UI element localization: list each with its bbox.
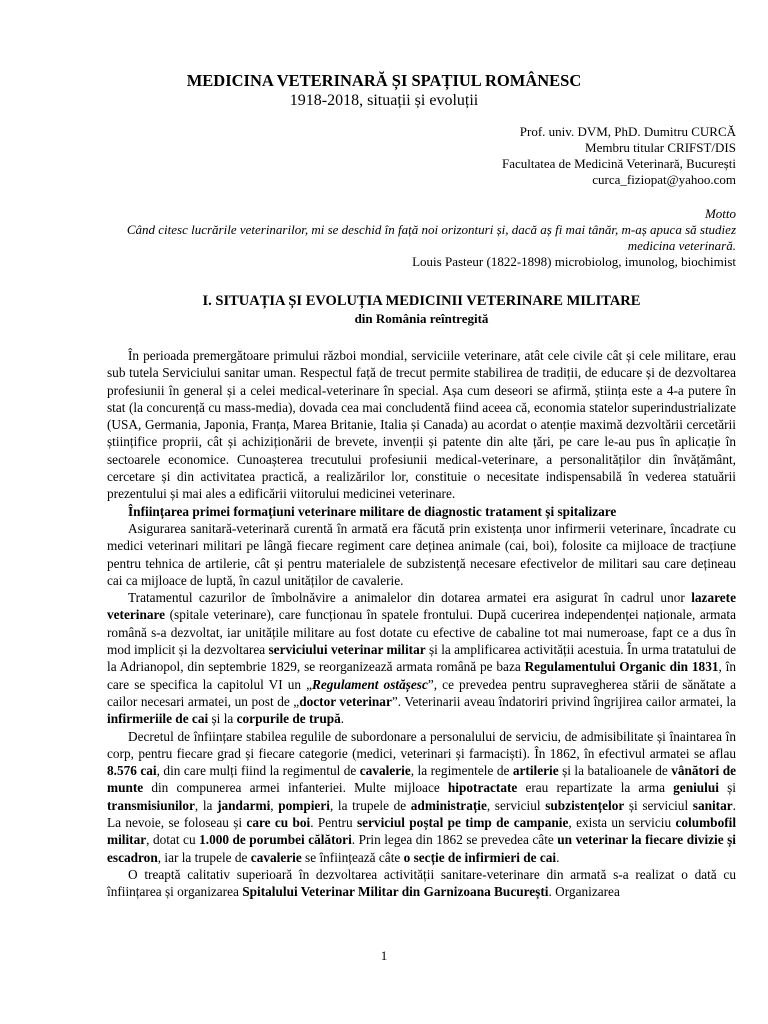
text-run: se înființează câte xyxy=(301,849,404,865)
section-title: I. SITUAȚIA ȘI EVOLUȚIA MEDICINII VETERINARE MILITARE xyxy=(202,293,641,309)
text-run: și serviciul xyxy=(624,797,693,813)
bold-run: 1.000 de porumbei călători xyxy=(199,832,352,848)
text-run: erau repartizate la arma xyxy=(517,780,674,796)
text-run: din compunerea armei infanteriei. Multe mijloace xyxy=(143,780,448,796)
bold-run: serviciului veterinar militar xyxy=(268,642,426,658)
bold-run: hipotractate xyxy=(447,780,518,796)
text-run: , iar la trupele de xyxy=(157,849,251,865)
document-title: MEDICINA VETERINARĂ ȘI SPAȚIUL ROMÂNESC xyxy=(186,71,582,90)
text-run: , la trupele de xyxy=(329,797,411,813)
body-text xyxy=(107,347,736,901)
text-run: și la batalioanele de xyxy=(558,763,672,779)
bold-run: un veterinar la fiecare divizie și escadron xyxy=(107,832,736,865)
bold-run: doctor veterinar xyxy=(299,693,392,709)
bold-run: pompieri xyxy=(278,797,330,813)
bold-run: serviciul poștal pe timp de campanie xyxy=(356,815,569,831)
bold-run: transmisiunilor xyxy=(107,797,195,813)
text-run: . Prin legea din 1862 se prevedea câte xyxy=(351,832,558,848)
bold-run: infirmeriile de cai xyxy=(107,711,209,727)
page-number: 1 xyxy=(380,948,388,963)
motto-label: Motto xyxy=(704,206,736,221)
text-run: (spitale veterinare), care funcționau în spatele frontului. După cucerirea independenței naționale, armata română s-a dezvoltat, iar unitățile militare au fost dotate cu efective de cabaline tot mai numeroase, fapt ce a dus în mod implicit și la dezvoltarea xyxy=(107,607,736,658)
bold-run: Regulamentului Organic din 1831 xyxy=(524,659,719,675)
bold-run: artilerie xyxy=(512,763,559,779)
author-affiliation: Facultatea de Medicină Veterinară, București xyxy=(501,156,736,171)
author-name: Prof. univ. DVM, PhD. Dumitru CURCĂ xyxy=(519,124,736,139)
text-run: , la regimentele de xyxy=(410,763,513,779)
text-run: , la xyxy=(194,797,218,813)
section-subtitle: din România reîntregită xyxy=(354,311,489,326)
bold-run: administrație xyxy=(410,797,487,813)
text-run: și la amplificarea activității acestuia. În urma tratatului de la Adrianopol, din septembrie 1829, se reorganizează armata română pe baza xyxy=(107,642,736,675)
bold-run: jandarmi xyxy=(217,797,271,813)
text-run: , serviciul xyxy=(486,797,546,813)
subsection-heading: Înființarea primei formațiuni veterinare militare de diagnostic tratament și spitalizare xyxy=(128,503,617,519)
bold-run: cavalerie xyxy=(359,763,411,779)
bold-run: Spitalului Veterinar Militar din Garnizoana București xyxy=(242,884,549,900)
author-block xyxy=(502,124,736,188)
text-run: Tratamentul cazurilor de îmbolnăvire a animalelor din dotarea armatei era asigurat în cadrul unor xyxy=(128,590,692,606)
bold-italic-run: Regulament ostășesc xyxy=(312,676,428,692)
bold-run: cavalerie xyxy=(250,849,302,865)
bold-run: care cu boi xyxy=(246,815,311,831)
text-run: ”, ce prevedea pentru supravegherea stării de sănătate a cailor necesari armatei, un post de „ xyxy=(107,676,736,709)
paragraph-3 xyxy=(107,589,736,727)
bold-run: o secție de infirmieri de cai xyxy=(403,849,557,865)
bold-run: corpurile de trupă xyxy=(236,711,341,727)
bold-run: vânători de munte xyxy=(107,763,736,796)
text-run: . Organizarea xyxy=(548,884,620,900)
motto-attribution: Louis Pasteur (1822-1898) microbiolog, imunolog, biochimist xyxy=(412,254,736,269)
paragraph-2: Asigurarea sanitară-veterinară curentă în armată era făcută prin existența unor infirmerii veterinare, încadrate cu medici veterinari militari pe lângă fiecare regiment care deținea animale (cai, boi), folosite ca mijloace de tracțiune pentru tehnica de artilerie, cât și pentru materialele de subzistență necesare efectivelor de militari sau care dețineau cai ca mijloace de luptă, în cazul unităților de cavalerie. xyxy=(107,520,736,588)
bold-run: columbofil militar xyxy=(107,815,737,848)
text-run: O treaptă calitativ superioară în dezvoltarea activității sanitare-veterinare din armată s-a realizat o dată cu înființarea și organizarea xyxy=(107,866,736,900)
motto-quote: Când citesc lucrările veterinarilor, mi se deschid în față noi orizonturi și, dacă aș fi mai tânăr, m-aș apuca să studiez medicina veterinară. xyxy=(126,222,736,253)
text-run: . xyxy=(340,711,345,727)
bold-run: geniului xyxy=(673,780,719,796)
text-run: . xyxy=(556,849,560,865)
text-run: , în care se specifica la capitolul VI un „ xyxy=(107,659,736,692)
text-run: și xyxy=(718,780,736,796)
text-run: , din care mulți fiind la regimentul de xyxy=(156,763,360,779)
paragraph-5 xyxy=(107,866,736,901)
bold-run: lazarete veterinare xyxy=(107,590,736,623)
document-subtitle: 1918-2018, situații și evoluții xyxy=(289,92,479,109)
author-membership: Membru titular CRIFST/DIS xyxy=(585,140,736,155)
bold-run: subzistențelor xyxy=(545,797,625,813)
author-email: curca_fiziopat@yahoo.com xyxy=(592,172,736,187)
text-run: Decretul de înființare stabilea regulile de subordonare a personalului de serviciu, de admisibilitate și înaintarea în corp, pentru fiecare grad și fiecare categorie (medici, veterinari și farmaciști). În 1862, în efectivul armatei se aflau xyxy=(107,728,736,761)
bold-run: sanitar xyxy=(692,797,733,813)
text-run: . La nevoie, se foloseau și xyxy=(107,797,736,831)
text-run: , dotat cu xyxy=(146,832,200,848)
text-run: și la xyxy=(208,711,237,727)
paragraph-4 xyxy=(107,728,736,866)
text-run: . Pentru xyxy=(310,815,357,831)
bold-run: 8.576 cai xyxy=(107,763,157,779)
text-run: ”. Veterinarii aveau îndatoriri privind îngrijirea cailor armatei, la xyxy=(391,693,737,709)
paragraph-1: În perioada premergătoare primului război mondial, serviciile veterinare, atât cele civile cât și cele militare, erau sub tutela Serviciului sanitar uman. Respectul față de trecut permite stabilirea de tradiții, de educare și de dezvoltarea profesiunii în general și a celei medical-veterinare în special. Așa cum deseori se afirmă, știința este a 4-a putere în stat (la concurență cu mass-media), dovada cea mai concludentă fiind aceea că, economia statelor superindustrializate (USA, Germania, Japonia, Franța, Marea Britanie, Italia și Canada) au acordat o atenție maximă dezvoltării cercetării științifice proprii, cât și achiziționării de brevete, invenții și patente din alte țări, pe care le-au pus în aplicație în sectoarele economice. Cunoașterea trecutului profesiunii medical-veterinare, a personalităților din învățământ, cercetare și din activitatea practică, a realizărilor lor, constituie o necesitate indispensabilă în vederea statuării prezentului și mai ales a edificării viitorului medicinei veterinare. xyxy=(107,348,736,502)
text-run: , xyxy=(270,797,279,813)
text-run: , exista un serviciu xyxy=(568,815,676,831)
motto-block xyxy=(107,206,736,270)
